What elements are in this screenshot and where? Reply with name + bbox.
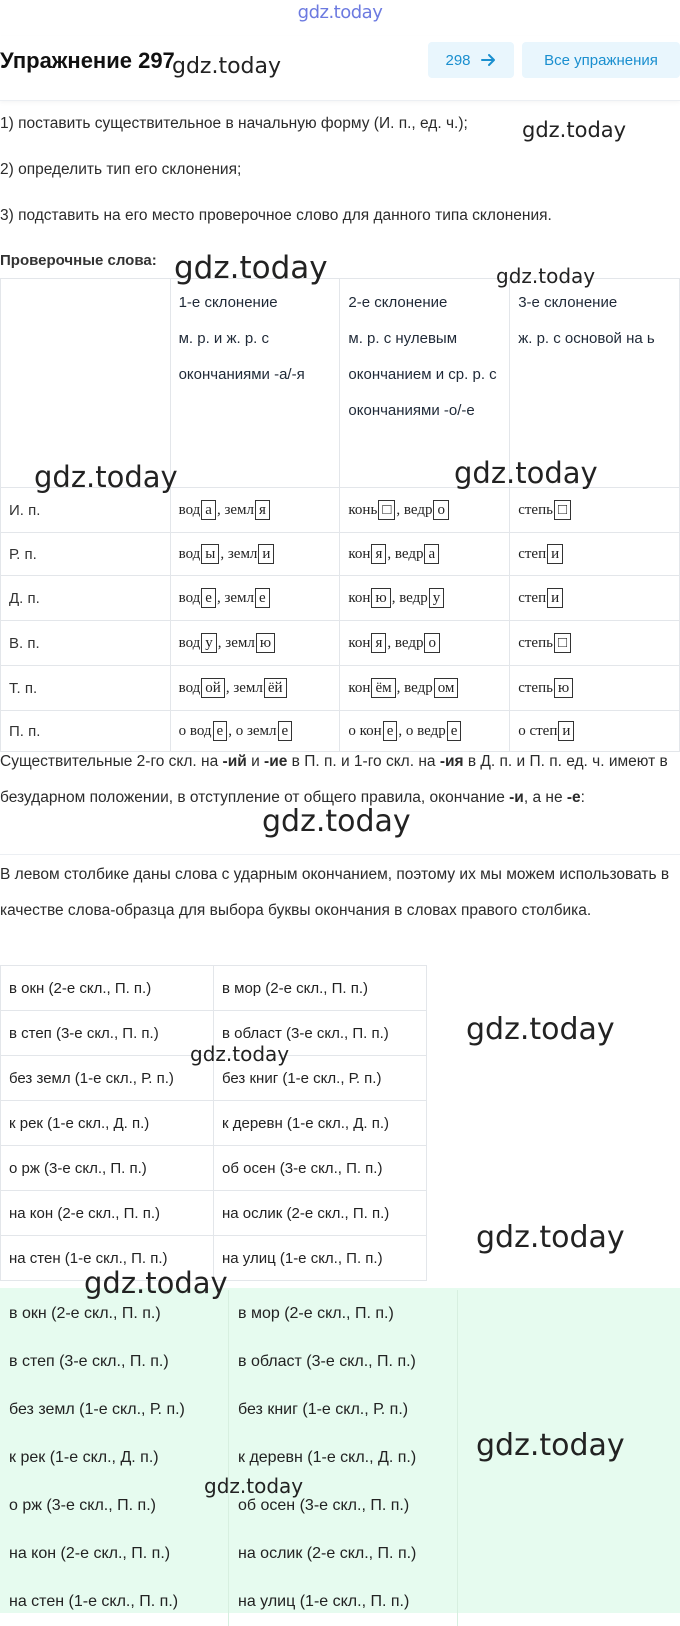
exercise-cell: о рж (3-е скл., П. п.)	[1, 1146, 214, 1191]
declension-name: 3-е склонение	[518, 294, 618, 311]
ending-box: я	[371, 633, 386, 653]
word-stem: степь	[518, 680, 553, 696]
ending-box: и	[258, 544, 274, 564]
answer-cell: к рек (1-е скл., Д. п.)	[0, 1434, 229, 1482]
corner-cell	[1, 279, 171, 488]
word-stem: кон	[348, 635, 371, 651]
note-ending: -ия	[439, 753, 464, 770]
word-stem: вод	[178, 546, 201, 562]
table-row	[1, 1011, 427, 1056]
case-row	[1, 576, 680, 621]
word-stem: вод	[178, 502, 201, 518]
word-stem: земл	[224, 502, 255, 518]
word-stem: о кон	[348, 723, 382, 739]
word-stem: ведр	[394, 546, 424, 562]
answer-cell: о рж (3-е скл., П. п.)	[0, 1482, 229, 1530]
watermark: gdz.today	[466, 1012, 615, 1047]
ending-box: у	[201, 633, 217, 653]
note-ending: -и	[509, 789, 524, 806]
answer-cell: на стен (1-е скл., П. п.)	[0, 1578, 229, 1626]
ending-box: □	[554, 500, 571, 520]
ending-box: ю	[371, 588, 390, 608]
note-text: в Д. п. и П. п. ед. ч. имеют в безударном положении, в отступление от общего правила, окончание	[0, 753, 668, 806]
ending-box: ёй	[264, 678, 287, 698]
case-cell: вод ы , земл и	[170, 533, 340, 576]
answer-table	[0, 1290, 458, 1626]
word-stem: вод	[178, 635, 201, 651]
exercise-table	[0, 965, 427, 1281]
note-text: и	[246, 753, 265, 770]
case-label: Р. п.	[1, 533, 171, 576]
declension-name: 2-е склонение	[348, 294, 448, 311]
exception-note	[0, 744, 680, 816]
ending-box: ом	[434, 678, 459, 698]
word-stem: земл	[227, 546, 258, 562]
ending-box: е	[201, 588, 216, 608]
word-stem: степь	[518, 502, 553, 518]
case-cell: вод е , земл е	[170, 576, 340, 621]
answer-cell: без книг (1-е скл., Р. п.)	[229, 1386, 458, 1434]
note-text: :	[580, 789, 585, 806]
exercise-cell: в степ (3-е скл., П. п.)	[1, 1011, 214, 1056]
case-cell: кон ю , ведр у	[340, 576, 510, 621]
case-row	[1, 621, 680, 666]
table-row	[0, 1338, 458, 1386]
ending-box: я	[255, 500, 270, 520]
declension-column-3	[510, 279, 680, 488]
exercise-header	[0, 36, 680, 101]
word-stem: ведр	[394, 635, 424, 651]
ending-box: е	[255, 588, 270, 608]
word-stem: земл	[225, 635, 255, 651]
check-words-heading: Проверочные слова:	[0, 252, 157, 269]
table-row	[0, 1578, 458, 1626]
answer-cell: без земл (1-е скл., Р. п.)	[0, 1386, 229, 1434]
case-cell	[510, 576, 680, 621]
ending-box: е	[383, 721, 398, 741]
watermark: gdz.today	[34, 460, 178, 494]
answer-cell: в степ (3-е скл., П. п.)	[0, 1338, 229, 1386]
word-stem: ведр	[404, 680, 433, 696]
exercise-cell: без книг (1-е скл., Р. п.)	[214, 1056, 427, 1101]
case-cell	[510, 621, 680, 666]
word-stem: вод	[178, 590, 201, 606]
exercise-cell: в мор (2-е скл., П. п.)	[214, 966, 427, 1011]
ending-box: у	[429, 588, 445, 608]
word-stem: о вод	[178, 723, 212, 739]
watermark: gdz.today	[172, 54, 282, 79]
watermark: gdz.today	[496, 264, 596, 288]
case-label: П. п.	[1, 711, 171, 752]
intro-text: В левом столбике даны слова с ударным окончанием, поэтому их мы можем использовать в качестве слова-образца для выбора буквы окончания в словах правого столбика.	[0, 854, 680, 929]
ending-box: е	[213, 721, 228, 741]
word-stem: степь	[518, 635, 553, 651]
ending-box: ю	[554, 678, 573, 698]
page-title: Упражнение 297	[0, 48, 175, 73]
case-label: Д. п.	[1, 576, 171, 621]
answer-cell: на кон (2-е скл., П. п.)	[0, 1530, 229, 1578]
word-stem: кон	[348, 590, 371, 606]
table-row	[0, 1386, 458, 1434]
all-exercises-label: Все упражнения	[544, 51, 658, 69]
answer-cell: в област (3-е скл., П. п.)	[229, 1338, 458, 1386]
ending-box: а	[424, 544, 439, 564]
table-row	[1, 966, 427, 1011]
ending-box: и	[547, 588, 563, 608]
step-2: 2) определить тип его склонения;	[0, 161, 242, 178]
table-row	[0, 1290, 458, 1338]
table-row	[1, 1191, 427, 1236]
case-cell: о кон е , о ведр е	[340, 711, 510, 752]
exercise-cell: на улиц (1-е скл., П. п.)	[214, 1236, 427, 1281]
case-cell: о вод е , о земл е	[170, 711, 340, 752]
declension-desc: м. р. с нулевым окончанием и ср. р. с окончаниями -о/-е	[348, 330, 497, 419]
exercise-cell: на кон (2-е скл., П. п.)	[1, 1191, 214, 1236]
watermark: gdz.today	[190, 1042, 290, 1066]
watermark: gdz.today	[454, 456, 598, 490]
watermark: gdz.today	[476, 1428, 625, 1463]
word-stem: земл	[233, 680, 263, 696]
case-cell: кон я , ведр о	[340, 621, 510, 666]
ending-box: и	[547, 544, 563, 564]
answer-cell: в мор (2-е скл., П. п.)	[229, 1290, 458, 1338]
table-row	[1, 1056, 427, 1101]
word-stem: о ведр	[405, 723, 446, 739]
word-stem: кон	[348, 680, 371, 696]
step-3: 3) подставить на его место проверочное слово для данного типа склонения.	[0, 207, 552, 224]
watermark: gdz.today	[522, 118, 627, 142]
word-stem: степ	[518, 546, 547, 562]
watermark: gdz.today	[204, 1474, 304, 1498]
case-cell: вод у , земл ю	[170, 621, 340, 666]
next-exercise-button[interactable]	[428, 42, 514, 78]
step-1: 1) поставить существительное в начальную форму (И. п., ед. ч.);	[0, 115, 468, 132]
answer-cell: на улиц (1-е скл., П. п.)	[229, 1578, 458, 1626]
exercise-cell: к рек (1-е скл., Д. п.)	[1, 1101, 214, 1146]
note-text: в П. п. и 1-го скл. на	[287, 753, 440, 770]
answer-cell: к деревн (1-е скл., Д. п.)	[229, 1434, 458, 1482]
case-cell	[510, 533, 680, 576]
word-stem: кон	[348, 546, 371, 562]
exercise-cell: без земл (1-е скл., Р. п.)	[1, 1056, 214, 1101]
declension-table	[0, 278, 680, 752]
table-row	[0, 1530, 458, 1578]
answer-cell: на ослик (2-е скл., П. п.)	[229, 1530, 458, 1578]
case-cell	[510, 488, 680, 533]
case-label: Т. п.	[1, 666, 171, 711]
case-label: И. п.	[1, 488, 171, 533]
ending-box: е	[447, 721, 462, 741]
ending-box: я	[371, 544, 386, 564]
case-row	[1, 488, 680, 533]
case-cell: кон ём , ведр ом	[340, 666, 510, 711]
word-stem: о степ	[518, 723, 558, 739]
case-cell: конь □ , ведр о	[340, 488, 510, 533]
arrow-right-icon	[481, 53, 497, 67]
table-row	[1, 1146, 427, 1191]
case-row	[1, 666, 680, 711]
answer-cell: в окн (2-е скл., П. п.)	[0, 1290, 229, 1338]
word-stem: о земл	[235, 723, 277, 739]
watermark: gdz.today	[174, 250, 328, 286]
ending-box: а	[201, 500, 216, 520]
site-logo[interactable]: gdz.today	[297, 2, 383, 23]
case-cell	[510, 666, 680, 711]
declension-column-1	[170, 279, 340, 488]
note-ending: -ий	[222, 753, 247, 770]
table-row	[0, 1482, 458, 1530]
ending-box: □	[554, 633, 571, 653]
case-cell: вод ой , земл ёй	[170, 666, 340, 711]
exercise-cell: в окн (2-е скл., П. п.)	[1, 966, 214, 1011]
case-cell: кон я , ведр а	[340, 533, 510, 576]
declension-header-row	[1, 279, 680, 488]
word-stem: ведр	[399, 590, 428, 606]
declension-name: 1-е склонение	[178, 294, 278, 311]
note-ending: -ие	[264, 753, 288, 770]
watermark: gdz.today	[84, 1266, 228, 1300]
case-label: В. п.	[1, 621, 171, 666]
ending-box: о	[433, 500, 449, 520]
case-cell: вод а , земл я	[170, 488, 340, 533]
watermark: gdz.today	[262, 804, 411, 839]
word-stem: конь	[348, 502, 378, 518]
table-row	[1, 1101, 427, 1146]
note-ending: -е	[566, 789, 581, 806]
exercise-cell: к деревн (1-е скл., Д. п.)	[214, 1101, 427, 1146]
declension-desc: м. р. и ж. р. с окончаниями -а/-я	[178, 330, 305, 383]
note-text: Существительные 2-го скл. на	[0, 753, 223, 770]
table-row	[0, 1434, 458, 1482]
ending-box: ю	[256, 633, 275, 653]
note-text: , а не	[523, 789, 567, 806]
table-row	[1, 1236, 427, 1281]
word-stem: земл	[224, 590, 255, 606]
next-exercise-label: 298	[445, 51, 471, 69]
word-stem: вод	[178, 680, 201, 696]
exercise-cell: об осен (3-е скл., П. п.)	[214, 1146, 427, 1191]
exercise-cell: на стен (1-е скл., П. п.)	[1, 1236, 214, 1281]
declension-column-2	[340, 279, 510, 488]
ending-box: е	[278, 721, 293, 741]
ending-box: □	[378, 500, 395, 520]
exercise-cell: на ослик (2-е скл., П. п.)	[214, 1191, 427, 1236]
case-row	[1, 533, 680, 576]
ending-box: ём	[371, 678, 395, 698]
word-stem: степ	[518, 590, 547, 606]
declension-desc: ж. р. с основой на ь	[518, 330, 655, 347]
answer-cell: об осен (3-е скл., П. п.)	[229, 1482, 458, 1530]
ending-box: ой	[201, 678, 225, 698]
exercise-cell: в област (3-е скл., П. п.)	[214, 1011, 427, 1056]
ending-box: ы	[201, 544, 219, 564]
word-stem: ведр	[403, 502, 433, 518]
ending-box: о	[424, 633, 440, 653]
ending-box: и	[558, 721, 574, 741]
watermark: gdz.today	[476, 1220, 625, 1255]
all-exercises-button[interactable]	[522, 42, 680, 78]
